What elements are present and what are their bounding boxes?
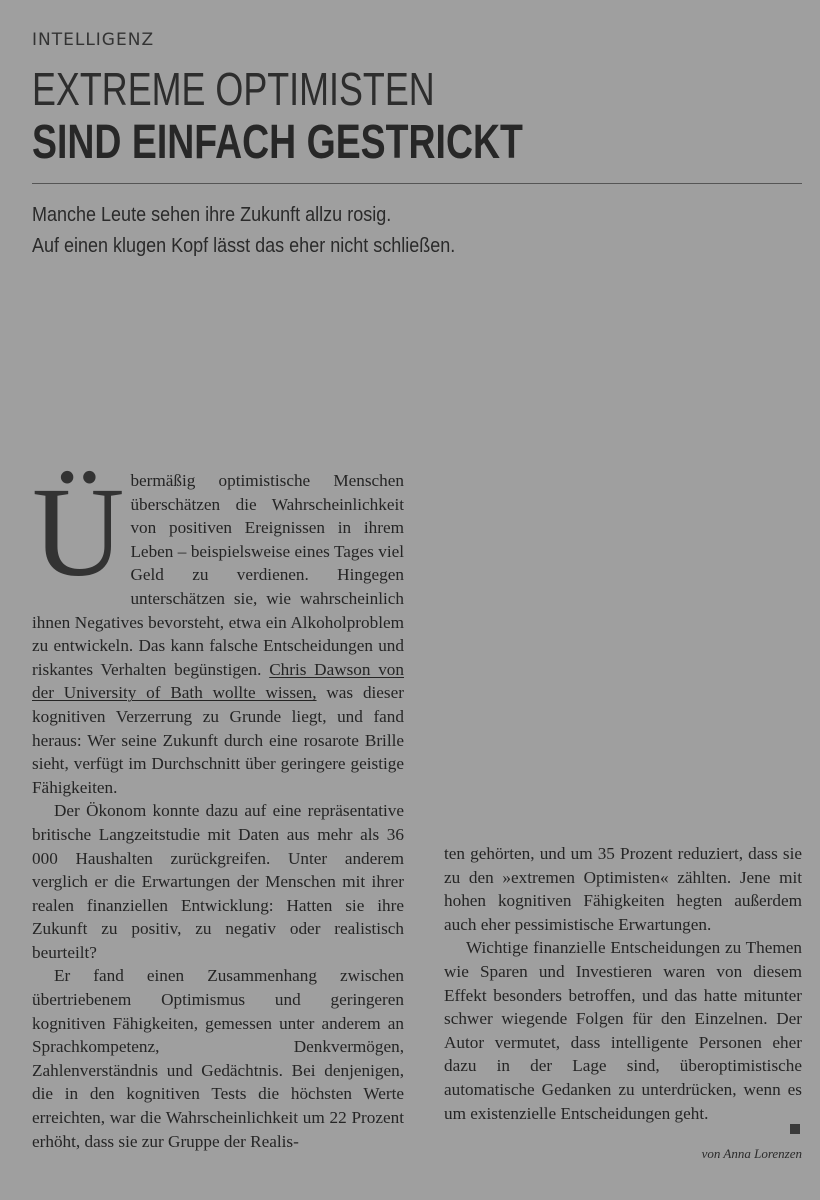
kicker: INTELLIGENZ xyxy=(32,30,155,50)
drop-cap: Ü xyxy=(32,461,125,603)
article-column-right xyxy=(444,842,802,1125)
paragraph-4: Wichtige finanzielle Entscheidungen zu Themen wie Sparen und Investieren waren von diesem Effekt besonders betroffen, und das hatte mitunter schwer wiegende Folgen für den Einzelnen. Der Autor vermutet, dass intelligente Personen eher dazu in der Lage sind, überoptimistische automatische Gedanken zu unterdrücken, wenn es um existenzielle Entscheidungen geht. xyxy=(444,938,802,1123)
headline-line2: SIND EINFACH GESTRICKT xyxy=(32,116,523,169)
end-mark-icon xyxy=(790,1124,800,1134)
subhead xyxy=(32,200,732,262)
paragraph-2: Der Ökonom konnte dazu auf eine repräsentative britische Langzeitstudie mit Daten aus mehr als 36 000 Haushalten zurückgreifen. Unter anderem verglich er die Erwartungen der Menschen mit ihrer realen finanziellen Entwicklung: Hatten sie ihre Zukunft zu positiv, zu negativ oder realistisch beurteilt? xyxy=(32,801,404,962)
paragraph-1 xyxy=(32,461,404,799)
paragraph-1-text-end: was dieser kognitiven Verzerrung zu Grunde liegt, und fand heraus: Wer seine Zukunft durch eine rosarote Brille sieht, verfügt im Durchschnitt über geringere geistige Fähigkeiten. xyxy=(32,683,404,797)
subhead-line2: Auf einen klugen Kopf lässt das eher nicht schließen. xyxy=(32,235,456,257)
paragraph-3-continued: ten gehörten, und um 35 Prozent reduziert, dass sie zu den »extremen Optimisten« zählten. Jene mit hohen kognitiven Fähigkeiten hegten außerdem auch eher pessimistische Erwartungen. xyxy=(444,844,802,934)
byline: von Anna Lorenzen xyxy=(701,1146,802,1161)
headline-line1: EXTREME OPTIMISTEN xyxy=(32,63,435,115)
header-divider xyxy=(32,183,802,184)
article-column-left xyxy=(32,461,404,1153)
paragraph-3: Er fand einen Zusammenhang zwischen übertriebenem Optimismus und geringeren kognitiven Fähigkeiten, gemessen unter anderem an Sprachkompetenz, Denkvermögen, Zahlenverständnis und Gedächtnis. Bei denjenigen, die in den kognitiven Tests die höchsten Werte erreichten, war die Wahrscheinlichkeit um 22 Prozent erhöht, dass sie zur Gruppe der Realis- xyxy=(32,966,404,1151)
paragraph-1-text: bermäßig optimistische Menschen überschätzen die Wahrscheinlichkeit von positiven Ereignissen in ihrem Leben – beispielsweise eines Tages viel Geld zu verdienen. Hingegen unterschätzen sie, wie wahrscheinlich ihnen Negatives bevorsteht, etwa ein Alkoholproblem zu entwickeln. Das kann falsche Entscheidungen und riskantes Verhalten begünstigen. xyxy=(32,471,404,679)
study-link[interactable]: Chris Dawson von der University of Bath wollte wissen, xyxy=(32,659,404,703)
headline xyxy=(32,64,661,170)
subhead-line1: Manche Leute sehen ihre Zukunft allzu rosig. xyxy=(32,204,392,226)
